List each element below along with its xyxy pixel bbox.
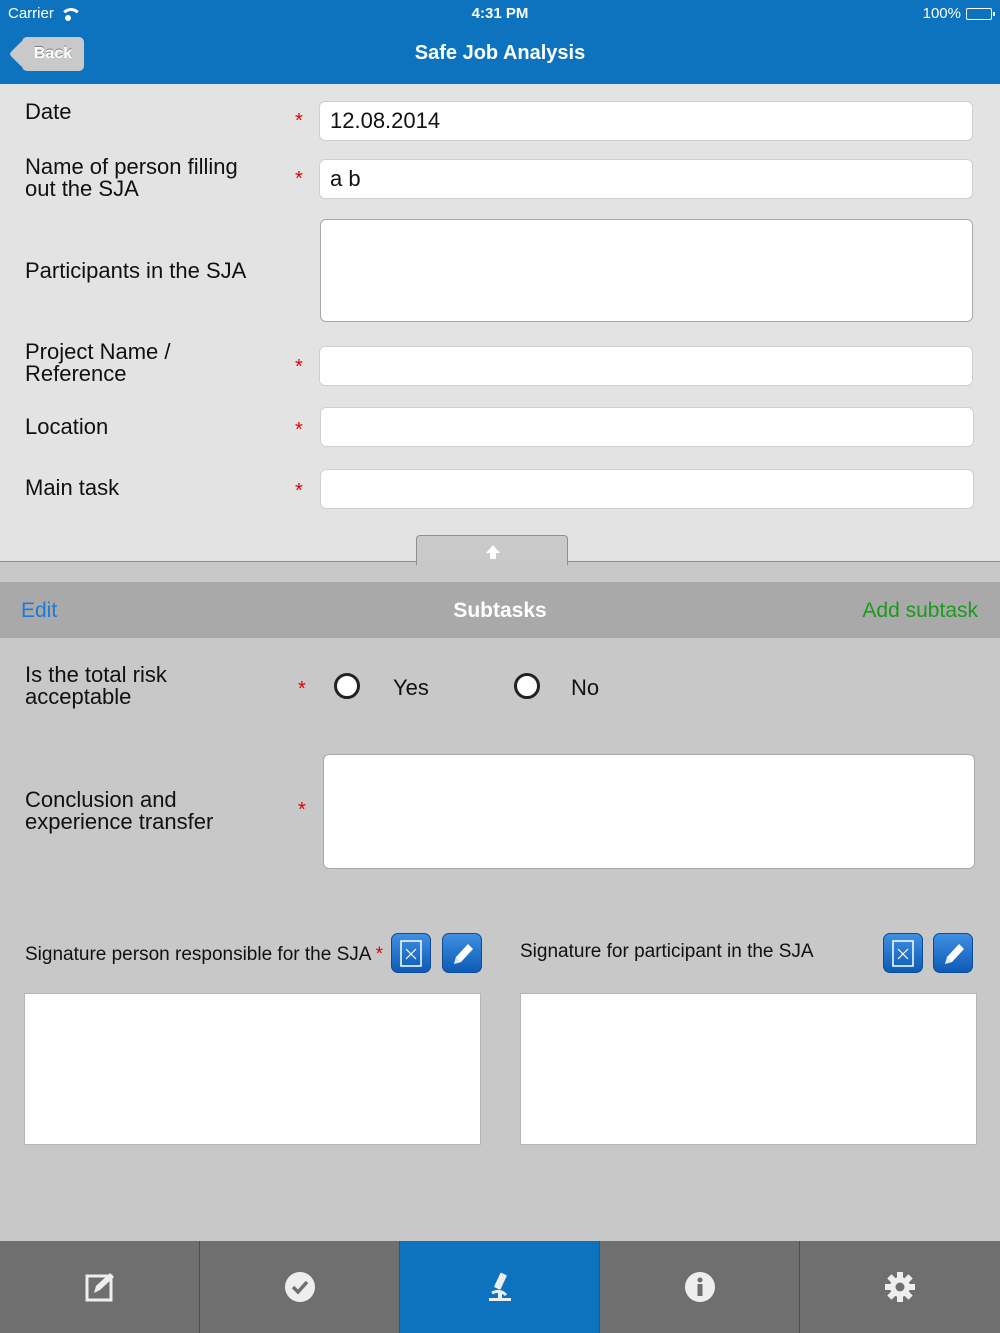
conclusion-label-line1: Conclusion and: [25, 787, 177, 812]
filler-name-label-line1: Name of person filling: [25, 154, 238, 179]
tab-bar: [0, 1241, 1000, 1333]
responsible-signature-pad[interactable]: [24, 993, 481, 1145]
back-button-label: Back: [33, 45, 73, 62]
sja-header-form: [0, 84, 1000, 562]
required-marker: *: [298, 678, 306, 700]
page-title: Safe Job Analysis: [414, 42, 586, 64]
participants-textarea[interactable]: [320, 219, 973, 322]
tab-info[interactable]: [600, 1241, 800, 1333]
status-time: 4:31 PM: [471, 5, 529, 22]
required-marker: *: [295, 110, 303, 132]
risk-no-label: No: [571, 675, 600, 700]
project-label-line1: Project Name /: [25, 339, 171, 364]
participants-label: Participants in the SJA: [25, 258, 247, 283]
participant-signature-label: Signature for participant in the SJA: [520, 941, 814, 962]
filler-name-label: [25, 156, 238, 200]
required-marker: *: [295, 419, 303, 441]
battery-indicator: [923, 5, 992, 22]
sign-responsible-button[interactable]: [442, 933, 482, 973]
battery-icon: [966, 8, 992, 20]
risk-yes-radio[interactable]: [334, 673, 360, 699]
tab-analysis[interactable]: [400, 1241, 600, 1333]
date-field[interactable]: 12.08.2014: [319, 101, 973, 141]
navigation-bar: [0, 0, 1000, 84]
battery-percent: 100%: [922, 5, 961, 22]
arrow-up-icon: [485, 544, 501, 560]
participant-signature-pad[interactable]: [520, 993, 977, 1145]
filler-name-label-line2: out the SJA: [25, 176, 139, 201]
pencil-icon: [941, 940, 967, 968]
conclusion-label-line2: experience transfer: [25, 809, 214, 834]
tab-checklist[interactable]: [200, 1241, 400, 1333]
clear-document-icon: [399, 940, 425, 968]
filler-name-field[interactable]: a b: [319, 159, 973, 199]
project-label-line2: Reference: [25, 361, 127, 386]
risk-no-radio[interactable]: [514, 673, 540, 699]
required-marker: *: [295, 356, 303, 378]
tab-settings[interactable]: [800, 1241, 1000, 1333]
pencil-icon: [450, 940, 476, 968]
conclusion-label: [25, 789, 213, 833]
date-label: Date: [25, 99, 72, 124]
clear-participant-signature-button[interactable]: [883, 933, 923, 973]
required-marker: *: [295, 168, 303, 190]
responsible-signature-label: [25, 944, 383, 966]
risk-label-line1: Is the total risk: [25, 662, 167, 687]
location-field[interactable]: [320, 407, 974, 447]
responsible-signature-label-text: Signature person responsible for the SJA: [25, 944, 371, 965]
microscope-icon: [484, 1271, 516, 1303]
location-label: Location: [25, 414, 109, 439]
main-task-label: Main task: [25, 475, 120, 500]
clear-document-icon: [891, 940, 917, 968]
tab-edit[interactable]: [0, 1241, 200, 1333]
risk-label: [25, 664, 167, 708]
collapse-handle[interactable]: [416, 535, 568, 565]
edit-button[interactable]: Edit: [21, 599, 58, 622]
clear-responsible-signature-button[interactable]: [391, 933, 431, 973]
subtasks-title: Subtasks: [453, 599, 547, 622]
sign-participant-button[interactable]: [933, 933, 973, 973]
info-icon: [684, 1271, 716, 1303]
required-marker: *: [295, 480, 303, 502]
required-marker: *: [375, 944, 384, 965]
checkmark-icon: [284, 1271, 316, 1303]
risk-label-line2: acceptable: [25, 684, 132, 709]
conclusion-textarea[interactable]: [323, 754, 975, 869]
add-subtask-button[interactable]: Add subtask: [862, 599, 978, 622]
risk-yes-label: Yes: [393, 675, 429, 700]
gear-icon: [884, 1271, 916, 1303]
main-task-field[interactable]: [320, 469, 974, 509]
subtasks-toolbar: [0, 582, 1000, 638]
required-marker: *: [298, 799, 306, 821]
project-label: [25, 341, 171, 385]
carrier-label: Carrier: [8, 5, 54, 22]
status-bar: [0, 0, 1000, 28]
project-field[interactable]: [319, 346, 973, 386]
edit-icon: [84, 1271, 116, 1303]
